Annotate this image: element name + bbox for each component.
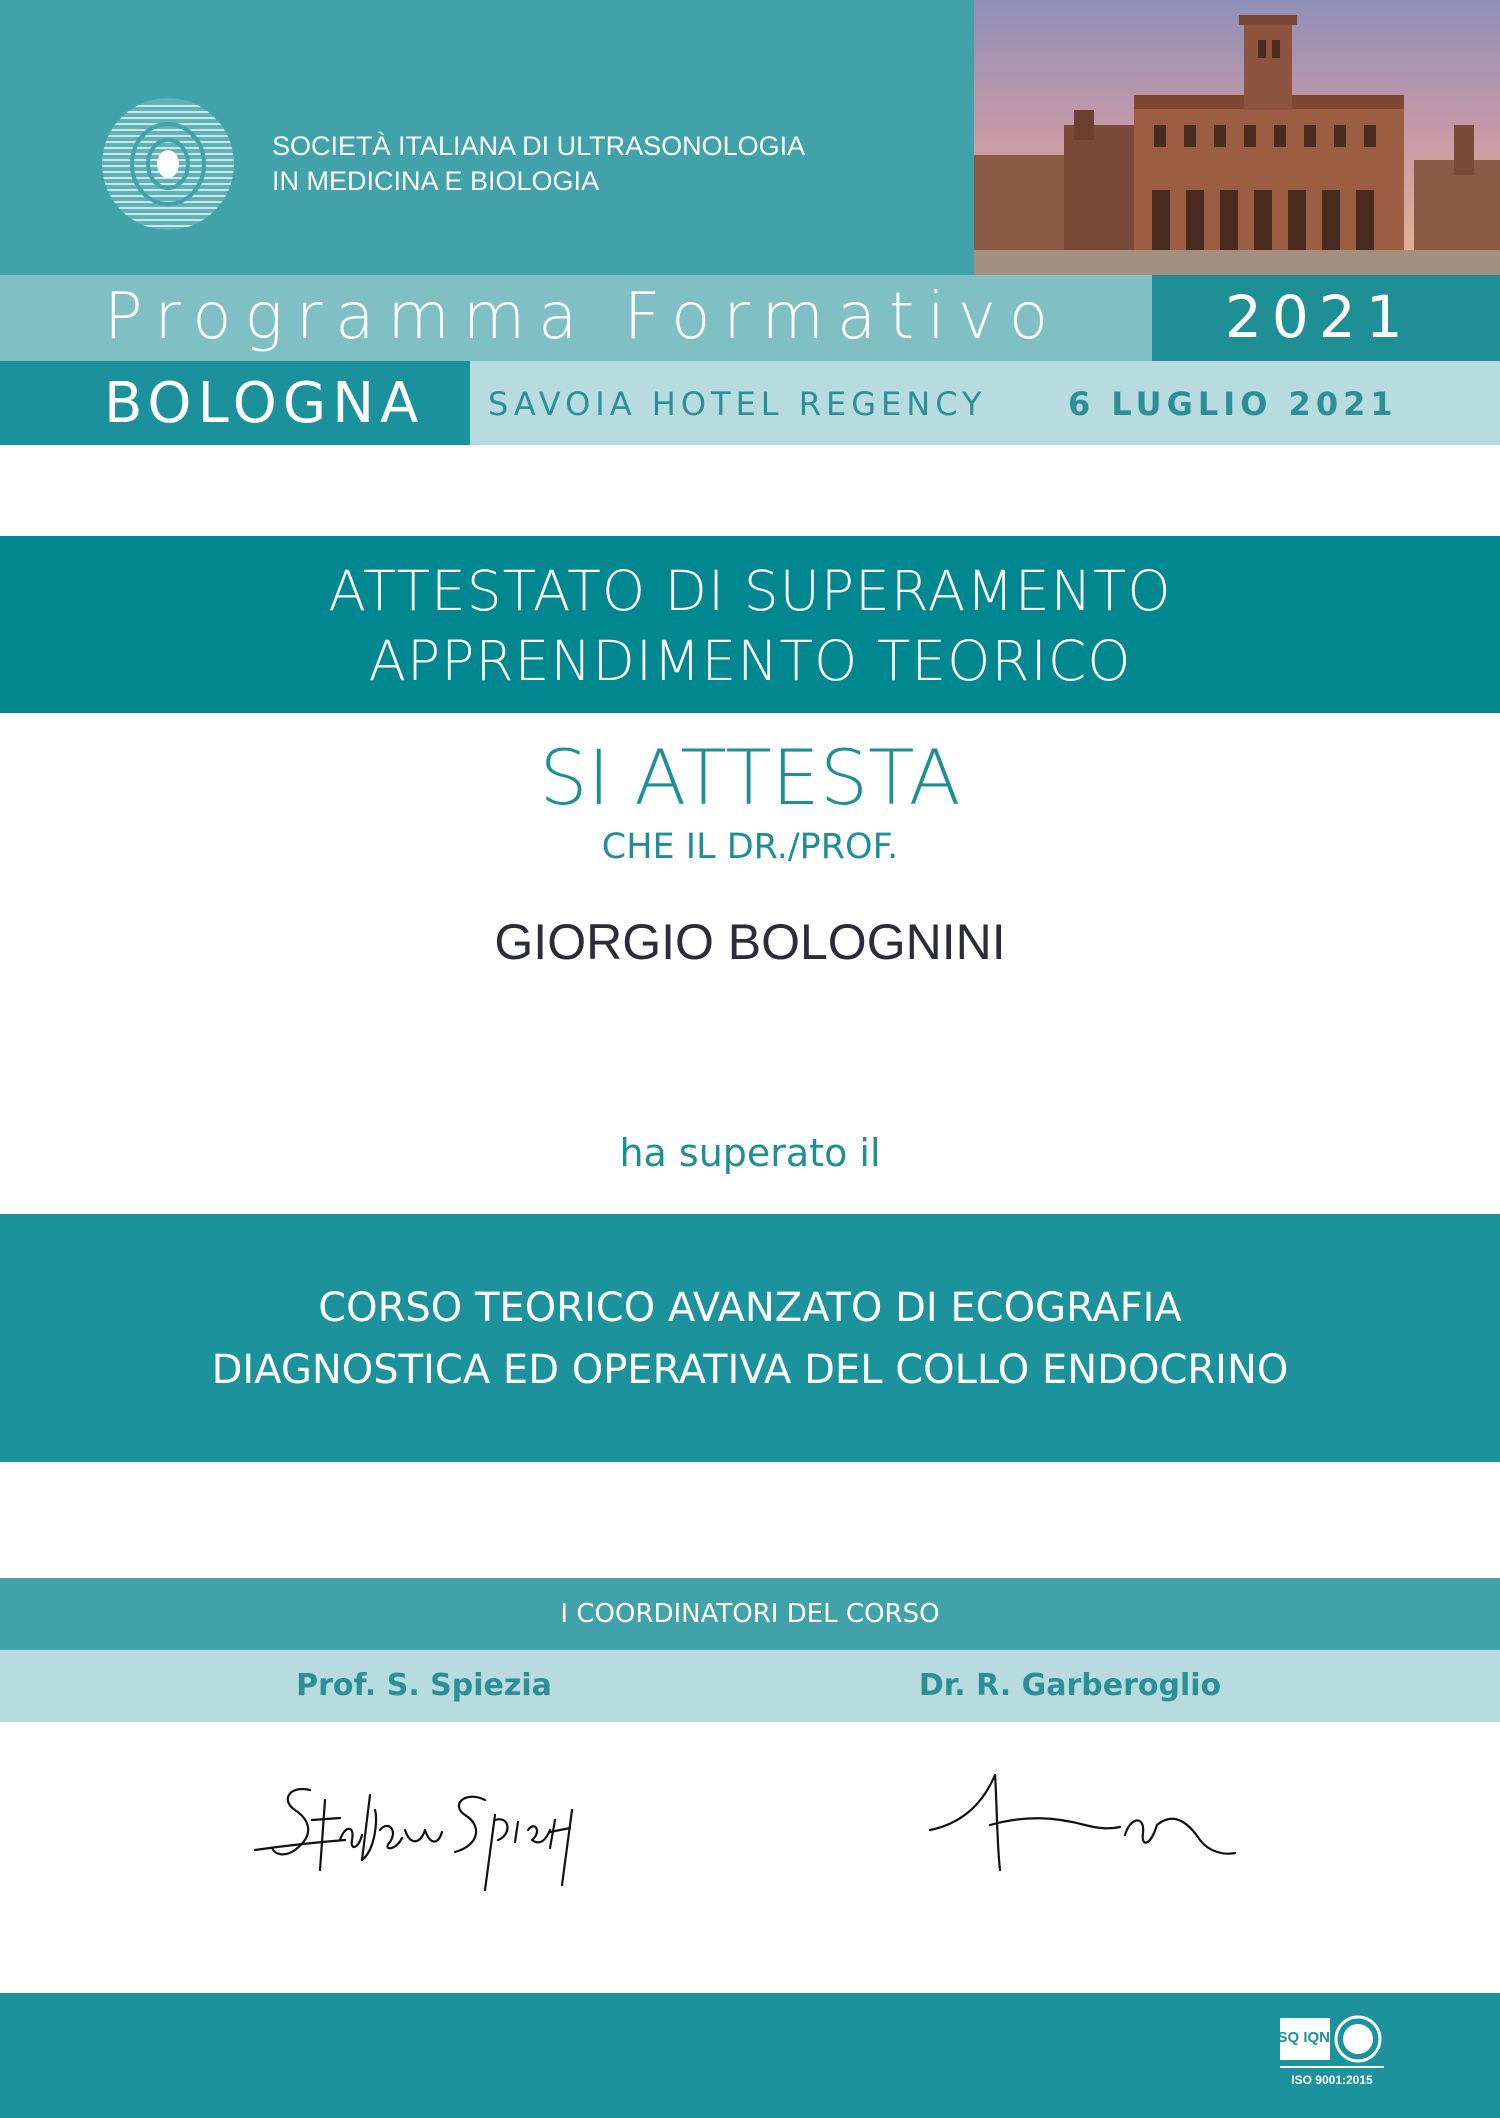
organization-name-line2: IN MEDICINA E BIOLOGIA xyxy=(272,166,600,196)
passed-text: ha superato il xyxy=(619,1131,881,1175)
course-title-line1: CORSO TEORICO AVANZATO DI ECOGRAFIA xyxy=(318,1285,1182,1331)
signature-spiezia xyxy=(250,1760,580,1900)
attest-heading: SI ATTESTA xyxy=(539,733,961,822)
signature-garberoglio xyxy=(925,1755,1245,1885)
attest-subheading: CHE IL DR./PROF. xyxy=(601,827,899,867)
cert-logo-text: CSQ IQNet xyxy=(1266,2029,1344,2046)
certificate-title-line1: ATTESTATO DI SUPERAMENTO xyxy=(328,559,1172,623)
program-title: Programma Formativo xyxy=(104,280,1062,354)
course-title xyxy=(0,1277,1500,1401)
recipient-name: GIORGIO BOLOGNINI xyxy=(494,914,1006,970)
event-venue: SAVOIA HOTEL REGENCY xyxy=(488,385,987,423)
ultrasound-logo-icon xyxy=(100,96,236,232)
iso-label: ISO 9001:2015 xyxy=(1291,2073,1373,2087)
coordinator-name-1: Prof. S. Spiezia xyxy=(296,1668,552,1703)
certificate-title xyxy=(0,556,1500,696)
organization-name-line1: SOCIETÀ ITALIANA DI ULTRASONOLOGIA xyxy=(272,131,806,161)
program-year: 2021 xyxy=(1225,283,1413,351)
footer-band xyxy=(0,1993,1500,2118)
bologna-piazza-photo xyxy=(974,0,1500,275)
coordinator-name-2: Dr. R. Garberoglio xyxy=(918,1668,1222,1703)
event-city: BOLOGNA xyxy=(104,371,425,436)
coordinators-title: I COORDINATORI DEL CORSO xyxy=(560,1599,940,1629)
certificate-title-line2: APPRENDIMENTO TEORICO xyxy=(368,629,1132,693)
event-date: 6 LUGLIO 2021 xyxy=(1068,385,1398,423)
course-title-line2: DIAGNOSTICA ED OPERATIVA DEL COLLO ENDOCRINO xyxy=(211,1347,1289,1393)
organization-name xyxy=(272,129,805,199)
iso-certification-icon xyxy=(1266,2014,1386,2088)
